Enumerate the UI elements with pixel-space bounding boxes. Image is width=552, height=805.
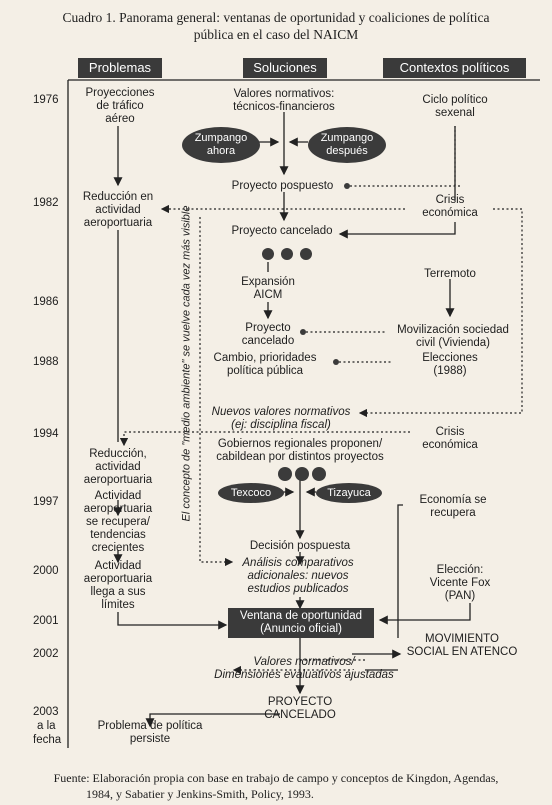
- contexto-terremoto: Terremoto: [424, 268, 476, 280]
- year-2001: 2001: [33, 615, 59, 627]
- solucion-proyecto-pospuesto: Proyecto pospuesto: [231, 180, 334, 192]
- solucion-expansion-aicm: Expansión AICM: [241, 276, 295, 301]
- year-a-la: a la: [37, 720, 56, 732]
- contexto-movimiento-atenco: MOVIMIENTO SOCIAL EN ATENCO: [406, 633, 518, 658]
- year-1988: 1988: [33, 356, 59, 368]
- solucion-proyecto-cancelado: Proyecto cancelado: [231, 225, 333, 237]
- year-2000: 2000: [33, 565, 59, 577]
- node-zumpango-despues: Zumpango después: [308, 127, 386, 163]
- problema-2003: Problema de política persiste: [97, 720, 203, 745]
- contexto-economia-recupera: Economía se recupera: [419, 494, 487, 519]
- header-soluciones: Soluciones: [243, 58, 327, 78]
- contexto-crisis-1994: Crisis económica: [422, 426, 478, 451]
- problema-2000: Actividad aeroportuaria llega a sus límites: [83, 560, 153, 611]
- header-problemas: Problemas: [78, 58, 162, 78]
- solucion-proyecto-cancelado-1986: Proyecto cancelado: [241, 322, 295, 347]
- vertical-note-medio-ambiente: El concepto de "medio ambiente" se vuelve cada vez más visible: [180, 205, 193, 522]
- year-1994: 1994: [33, 428, 59, 440]
- ventana-de-oportunidad: Ventana de oportunidad (Anuncio oficial): [228, 608, 374, 638]
- header-contextos: Contextos políticos: [383, 58, 526, 78]
- solucion-nuevos-valores: Nuevos valores normativos (ej: disciplina fiscal): [211, 406, 351, 431]
- contexto-movilizacion: Movilización sociedad civil (Vivienda): [397, 324, 509, 349]
- solucion-dimensiones-evaluativos: Valores normativos/ Dimensiones evaluativos ajustadas: [214, 656, 394, 681]
- solucion-proyecto-cancelado-final: PROYECTO CANCELADO: [264, 696, 336, 721]
- solucion-gobiernos-regionales: Gobiernos regionales proponen/ cabildean por distintos proyectos: [216, 438, 384, 463]
- year-2003: 2003: [33, 706, 59, 718]
- title-line-2: pública en el caso del NAICM: [193, 27, 359, 42]
- solucion-cambio-prioridades: Cambio, prioridades política pública: [213, 352, 317, 377]
- solucion-valores-normativos: Valores normativos: técnicos-financieros: [233, 88, 335, 113]
- node-tizayuca: Tizayuca: [316, 483, 382, 503]
- problema-1982: Reducción en actividad aeroportuaria: [82, 191, 154, 229]
- fuente-line-1: Fuente: Elaboración propia con base en trabajo de campo y conceptos de Kingdon, Agendas,: [53, 771, 499, 785]
- contexto-eleccion-fox: Elección: Vicente Fox (PAN): [429, 564, 491, 602]
- title-line-1: Cuadro 1. Panorama general: ventanas de oportunidad y coaliciones de política: [62, 10, 490, 25]
- problema-1997: Actividad aeroportuaria se recupera/ tendencias crecientes: [83, 490, 153, 554]
- contexto-elecciones-1988: Elecciones (1988): [422, 352, 478, 377]
- node-texcoco: Texcoco: [218, 483, 284, 503]
- year-1986: 1986: [33, 296, 59, 308]
- contexto-ciclo-politico: Ciclo político sexenal: [422, 94, 488, 119]
- problema-1994: Reducción, actividad aeroportuaria: [83, 448, 153, 486]
- year-1976: 1976: [33, 94, 59, 106]
- node-zumpango-ahora: Zumpango ahora: [182, 127, 260, 163]
- solucion-decision-pospuesta: Decisión pospuesta: [249, 540, 351, 552]
- year-fecha: fecha: [33, 734, 62, 746]
- fuente-line-2: 1984, y Sabatier y Jenkins-Smith, Policy, 1993.: [86, 787, 314, 801]
- year-2002: 2002: [33, 648, 59, 660]
- problema-1976: Proyecciones de tráfico aéreo: [85, 87, 155, 125]
- year-1997: 1997: [33, 496, 59, 508]
- year-1982: 1982: [33, 197, 59, 209]
- solucion-analisis-comparativos: Análisis comparativos adicionales: nuevos estudios publicados: [242, 557, 354, 595]
- contexto-crisis-1982: Crisis económica: [422, 194, 478, 219]
